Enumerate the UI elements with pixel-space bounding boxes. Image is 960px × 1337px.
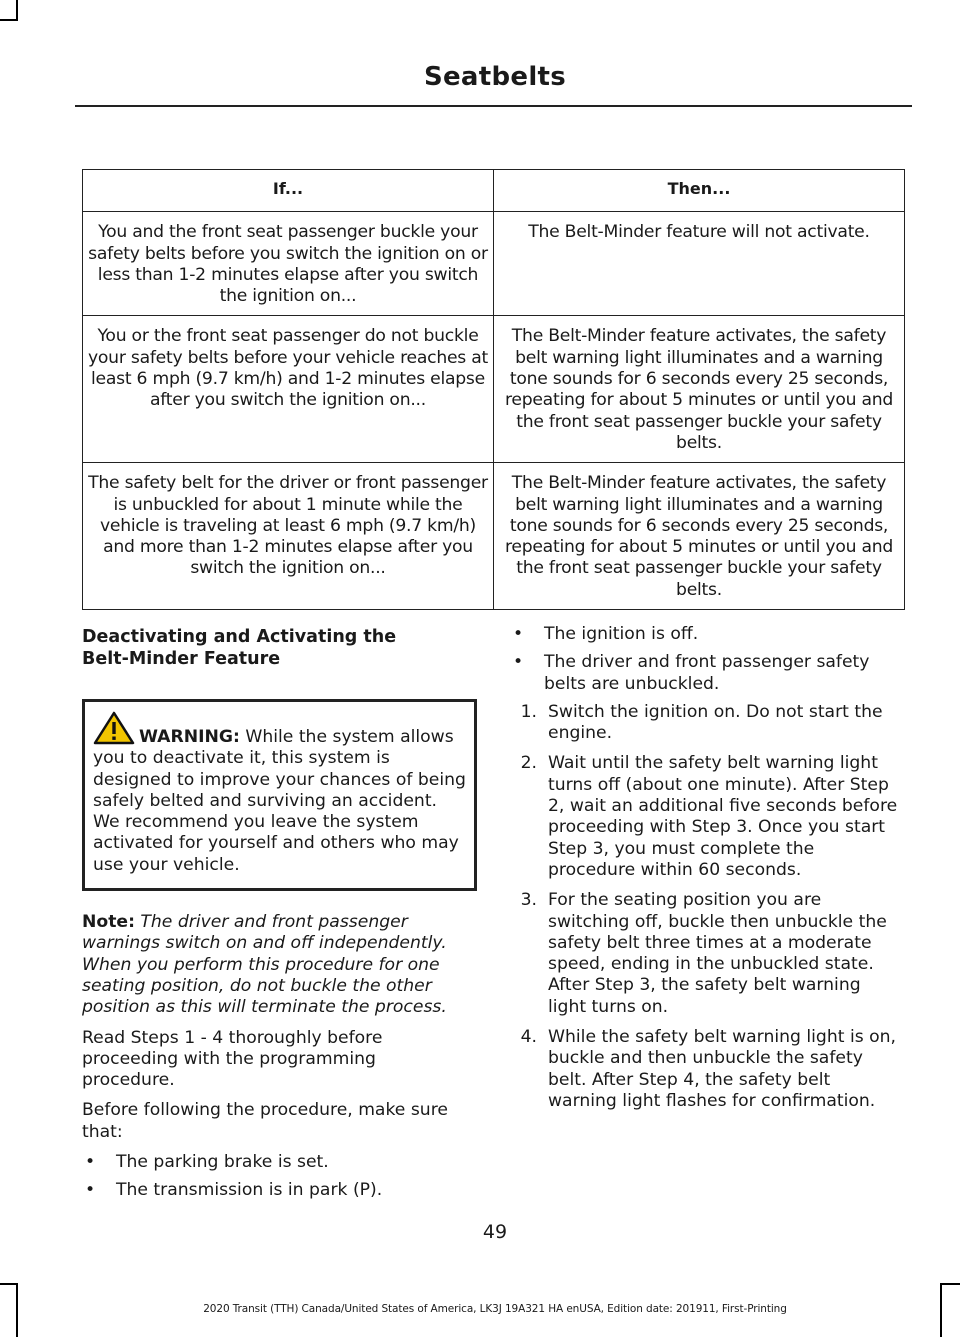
warning-triangle-icon [93,711,135,745]
note-paragraph [82,912,474,1018]
crop-mark-bottom-left-h [0,1283,18,1285]
step-item [510,753,902,881]
table-cell-then: The Belt-Minder feature activates, the safety belt warning light illuminates and a warning tone sounds for 6 seconds every 25 seconds, repeating for about 5 minutes or until you and the front seat passenger buckle your safety belts. [494,463,905,610]
step-number: 2. [520,753,537,774]
page-number: 49 [482,1221,508,1243]
table-header-row [83,170,905,212]
table-row [83,463,905,610]
step-item [510,702,902,745]
intro-paragraph: Read Steps 1 - 4 thoroughly before proceeding with the programming procedure. [82,1027,383,1091]
table-header-then: Then... [494,170,905,212]
step-text: Wait until the safety belt warning light turns off (about one minute). After Step 2, wait an additional five seconds before proceeding with Step 3. Once you start Step 3, you must complete the procedure within 60 seconds. [548,753,898,880]
section-heading-line1: Deactivating and Activating the [82,627,397,647]
warning-text: While the system allows you to deactivate it, this system is designed to improve your chances of being safely belted and surviving an accident. We recommend you leave the system activated for yourself and others who may use your vehicle. [93,727,466,875]
precondition-list-left [82,1152,474,1202]
right-column [510,624,902,1121]
table-cell-then: The Belt-Minder feature will not activate. [494,212,905,316]
note-label: Note: [82,912,135,933]
table-row [83,212,905,316]
warning-box [82,699,477,891]
table-cell-if: The safety belt for the driver or front passenger is unbuckled for about 1 minute while the vehicle is traveling at least 6 mph (9.7 km/h) and more than 1-2 minutes elapse after you switch the ignition on... [83,463,494,610]
step-text: Switch the ignition on. Do not start the engine. [548,701,883,744]
step-text: For the seating position you are switching off, buckle then unbuckle the safety belt three times at a moderate speed, ending in the unbuckled state. After Step 3, the safety belt warning light turns on. [548,890,887,1017]
list-item: • The transmission is in park (P). [82,1180,474,1201]
list-item: • The ignition is off. [510,624,902,645]
crop-mark-top-left-h [0,19,18,21]
precondition-list-right [510,624,902,695]
precondition-paragraph: Before following the procedure, make sure that: [82,1100,448,1142]
procedure-steps [510,702,902,1112]
table-row [83,316,905,463]
crop-mark-bottom-right-h [940,1283,960,1285]
table-cell-if: You and the front seat passenger buckle your safety belts before you switch the ignition on or less than 1-2 minutes elapse after you switch the ignition on... [83,212,494,316]
list-item: • The driver and front passenger safety belts are unbuckled. [510,652,902,695]
section-heading [82,624,474,670]
step-item [510,1027,902,1112]
warning-label: WARNING: [139,727,240,747]
step-number: 1. [520,701,537,722]
left-column [82,624,474,1209]
belt-minder-table [82,169,905,610]
footer-edition-info: 2020 Transit (TTH) Canada/United States of America, LK3J 19A321 HA enUSA, Edition date: 201911, First-Printing [203,1303,787,1315]
crop-mark-top-left [16,0,18,20]
list-item: • The parking brake is set. [82,1152,474,1173]
step-text: While the safety belt warning light is on, buckle and then unbuckle the safety belt. After Step 4, the safety belt warning light flashes for confirmation. [548,1027,897,1111]
table-cell-then: The Belt-Minder feature activates, the safety belt warning light illuminates and a warning tone sounds for 6 seconds every 25 seconds, repeating for about 5 minutes or until you and the front seat passenger buckle your safety belts. [494,316,905,463]
header-divider [75,105,912,107]
page-title: Seatbelts [423,62,567,92]
section-heading-line2: Belt-Minder Feature [82,649,281,669]
step-number: 4. [520,1027,537,1048]
table-cell-if: You or the front seat passenger do not buckle your safety belts before your vehicle reaches at least 6 mph (9.7 km/h) and 1-2 minutes elapse after you switch the ignition on... [83,316,494,463]
step-item [510,890,902,1018]
table-header-if: If... [83,170,494,212]
step-number: 3. [520,890,537,911]
note-text: The driver and front passenger warnings switch on and off independently. When you perform this procedure for one seating position, do not buckle the other position as this will terminate the process. [82,912,447,1018]
